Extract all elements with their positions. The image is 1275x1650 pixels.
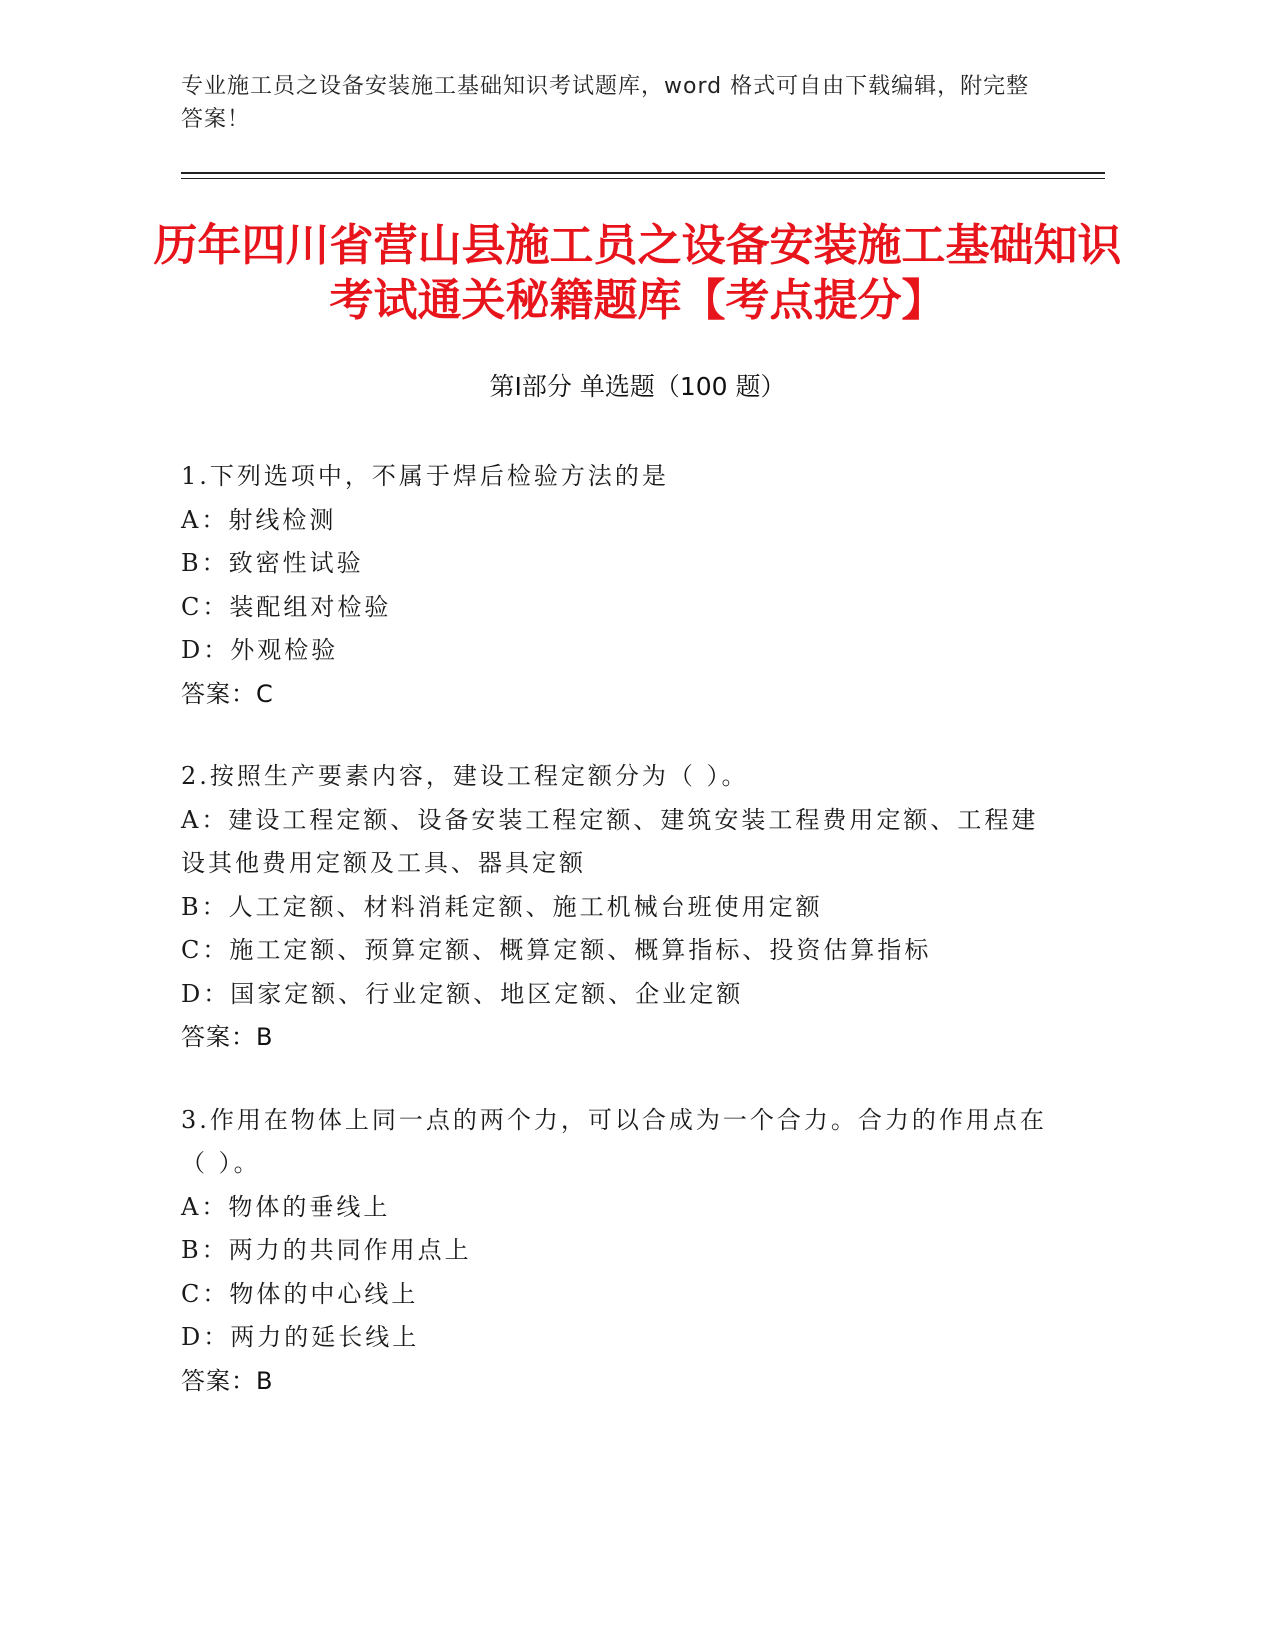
document-title: 历年四川省营山县施工员之设备安装施工基础知识考试通关秘籍题库【考点提分】	[153, 220, 1122, 326]
question-list	[181, 455, 1051, 1442]
option-a: A：建设工程定额、设备安装工程定额、建筑安装工程费用定额、工程建设其他费用定额及工具、器具定额	[181, 805, 1039, 877]
option-d: D：国家定额、行业定额、地区定额、企业定额	[181, 979, 744, 1008]
option-a: A：射线检测	[181, 505, 337, 534]
question-3	[181, 1099, 1051, 1404]
option-b: B：两力的共同作用点上	[181, 1236, 472, 1264]
header-note: 专业施工员之设备安装施工基础知识考试题库，word 格式可自由下载编辑，附完整答案！	[181, 74, 1030, 132]
option-b: B：人工定额、材料消耗定额、施工机械台班使用定额	[181, 892, 823, 921]
option-d: D：外观检验	[181, 636, 339, 664]
option-c: C：施工定额、预算定额、概算定额、概算指标、投资估算指标	[181, 936, 932, 964]
question-stem: 2.按照生产要素内容，建设工程定额分为（ ）。	[181, 762, 749, 790]
header-divider-thin	[181, 178, 1105, 179]
answer: 答案：B	[181, 1366, 274, 1395]
option-b: B：致密性试验	[181, 549, 364, 577]
question-1	[181, 455, 1051, 716]
option-d: D：两力的延长线上	[181, 1323, 420, 1351]
question-2	[181, 755, 1051, 1060]
question-stem: 3.作用在物体上同一点的两个力，可以合成为一个合力。合力的作用点在（ ）。	[181, 1105, 1047, 1177]
option-c: C：物体的中心线上	[181, 1279, 419, 1308]
header-divider-thick	[181, 172, 1105, 174]
option-c: C：装配组对检验	[181, 592, 392, 621]
answer: 答案：B	[181, 1023, 274, 1051]
question-stem: 1.下列选项中，不属于焊后检验方法的是	[181, 462, 669, 490]
section-title: 第Ⅰ部分 单选题（100 题）	[489, 372, 786, 401]
option-a: A：物体的垂线上	[181, 1192, 391, 1221]
answer: 答案：C	[181, 679, 274, 708]
